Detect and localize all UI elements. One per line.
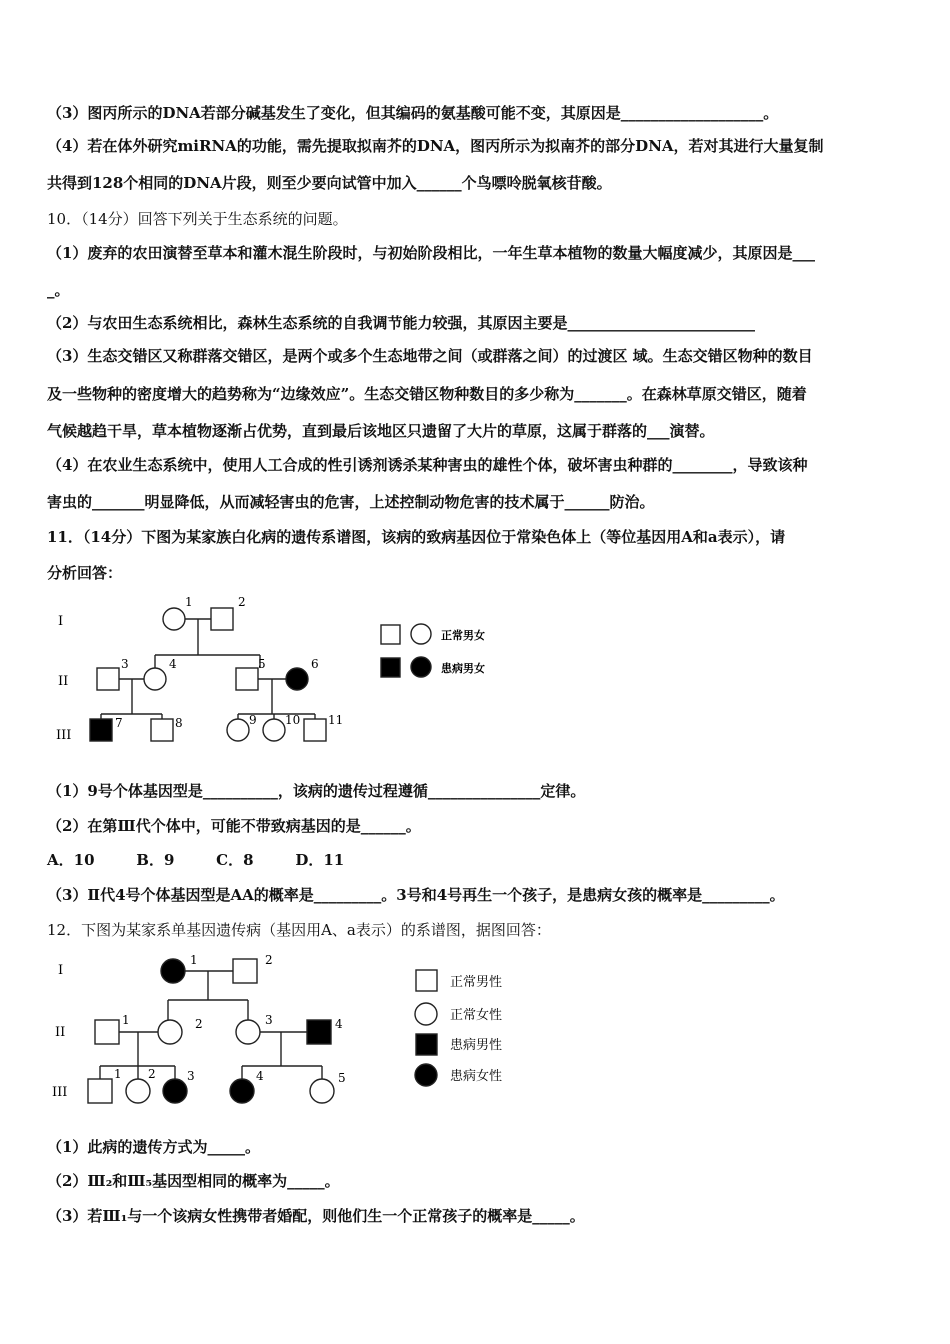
legend-affected-female (415, 1064, 437, 1086)
id-number: 2 (265, 953, 273, 967)
individual-8 (151, 719, 173, 741)
q10-3-line2: 及一些物种的密度增大的趋势称为“边缘效应”。生态交错区物种数目的多少称为_______。在森林草原交错区，随着 (47, 385, 807, 403)
id-number: 1 (122, 1013, 130, 1027)
individual-5 (236, 668, 258, 690)
q10-title: 10．（14分）回答下列关于生态系统的问题。 (47, 210, 348, 228)
q11-title-cont: 分析回答： (47, 564, 123, 582)
individual-I1 (161, 959, 185, 983)
q12-1: （1）此病的遗传方式为_____。 (47, 1138, 260, 1156)
q10-4-line1: （4）在农业生态系统中，使用人工合成的性引诱剂诱杀某种害虫的雄性个体，破坏害虫种群的________，导致该种 (47, 456, 808, 474)
individual-III3 (163, 1079, 187, 1103)
individual-II2 (158, 1020, 182, 1044)
id-number: 11 (328, 713, 344, 727)
id-number: 2 (195, 1017, 203, 1031)
id-number: 2 (238, 595, 246, 609)
legend-affected-male (381, 658, 400, 677)
q11-3: （3）Ⅱ代4号个体基因型是AA的概率是_________。3号和4号再生一个孩子，是患病女孩的概率是_________。 (47, 886, 785, 904)
q10-1-line2: _。 (47, 281, 70, 299)
individual-III4 (230, 1079, 254, 1103)
gen-label: III (52, 1085, 68, 1100)
legend-normal-female (411, 624, 431, 644)
legend-normal-female (415, 1003, 437, 1025)
id-number: 4 (335, 1017, 343, 1031)
legend-label: 正常女性 (450, 1008, 503, 1023)
q9-4-line1: （4）若在体外研究miRNA的功能，需先提取拟南芥的DNA，图丙所示为拟南芥的部分DNA，若对其进行大量复制 (47, 137, 824, 155)
q10-2: （2）与农田生态系统相比，森林生态系统的自我调节能力较强，其原因主要是_________________________ (47, 314, 755, 332)
legend-label: 正常男性 (450, 975, 503, 990)
id-number: 1 (190, 953, 198, 967)
id-number: 3 (187, 1069, 195, 1083)
id-number: 4 (169, 657, 177, 671)
legend-label: 患病女性 (450, 1069, 503, 1084)
individual-2 (211, 608, 233, 630)
gen-label: I (58, 614, 64, 629)
id-number: 6 (311, 657, 319, 671)
individual-III1 (88, 1079, 112, 1103)
id-number: 7 (115, 716, 123, 730)
legend-label: 正常男女 (441, 629, 485, 642)
id-number: 1 (185, 595, 193, 609)
individual-II1 (95, 1020, 119, 1044)
q12-title: 12．下图为某家系单基因遗传病（基因用A、a表示）的系谱图，据图回答： (47, 921, 551, 939)
gen-label: II (58, 674, 69, 689)
gen-label: II (55, 1025, 66, 1040)
individual-6 (286, 668, 308, 690)
id-number: 5 (258, 657, 266, 671)
id-number: 8 (175, 716, 183, 730)
q9-4-line2: 共得到128个相同的DNA片段，则至少要向试管中加入______个鸟嘌呤脱氧核苷酸。 (47, 174, 612, 192)
individual-7 (90, 719, 112, 741)
id-number: 4 (256, 1069, 264, 1083)
individual-III2 (126, 1079, 150, 1103)
id-number: 3 (265, 1013, 273, 1027)
id-number: 2 (148, 1067, 156, 1081)
gen-label: III (56, 728, 72, 743)
individual-III5 (310, 1079, 334, 1103)
individual-4 (144, 668, 166, 690)
individual-I2 (233, 959, 257, 983)
individual-II3 (236, 1020, 260, 1044)
q11-title: 11．（14分）下图为某家族白化病的遗传系谱图，该病的致病基因位于常染色体上（等位基因用A和a表示），请 (47, 528, 786, 546)
q12-2: （2）Ⅲ₂和Ⅲ₅基因型相同的概率为_____。 (47, 1172, 340, 1190)
legend-label: 患病男性 (450, 1038, 503, 1053)
individual-1 (163, 608, 185, 630)
individual-3 (97, 668, 119, 690)
pedigree-figure-1 (40, 592, 520, 752)
q9-3: （3）图丙所示的DNA若部分碱基发生了变化，但其编码的氨基酸可能不变，其原因是___________________。 (47, 104, 779, 122)
id-number: 9 (249, 713, 257, 727)
q12-3: （3）若Ⅲ₁与一个该病女性携带者婚配，则他们生一个正常孩子的概率是_____。 (47, 1207, 585, 1225)
id-number: 3 (121, 657, 129, 671)
q11-1: （1）9号个体基因型是__________，该病的遗传过程遵循_______________定律。 (47, 782, 586, 800)
legend-affected-female (411, 657, 431, 677)
id-number: 5 (338, 1071, 346, 1085)
legend-affected-male (416, 1034, 437, 1055)
q11-2: （2）在第Ⅲ代个体中，可能不带致病基因的是______。 (47, 817, 421, 835)
individual-11 (304, 719, 326, 741)
gen-label: I (58, 963, 64, 978)
individual-9 (227, 719, 249, 741)
q11-2-options: A．10 B．9 C．8 D．11 (47, 851, 345, 869)
q10-3-line3: 气候越趋干旱，草本植物逐渐占优势，直到最后该地区只遗留了大片的草原，这属于群落的___演替。 (47, 422, 715, 440)
individual-II4 (307, 1020, 331, 1044)
pedigree-figure-2 (40, 948, 540, 1118)
id-number: 1 (114, 1067, 122, 1081)
legend-normal-male (381, 625, 400, 644)
q10-4-line2: 害虫的_______明显降低，从而减轻害虫的危害，上述控制动物危害的技术属于______防治。 (47, 493, 655, 511)
q10-1-line1: （1）废弃的农田演替至草本和灌木混生阶段时，与初始阶段相比，一年生草本植物的数量大幅度减少，其原因是___ (47, 244, 815, 262)
legend-normal-male (416, 970, 437, 991)
id-number: 10 (285, 713, 301, 727)
individual-10 (263, 719, 285, 741)
legend-label: 患病男女 (441, 662, 485, 675)
q10-3-line1: （3）生态交错区又称群落交错区，是两个或多个生态地带之间（或群落之间）的过渡区 域。生态交错区物种的数目 (47, 347, 813, 365)
